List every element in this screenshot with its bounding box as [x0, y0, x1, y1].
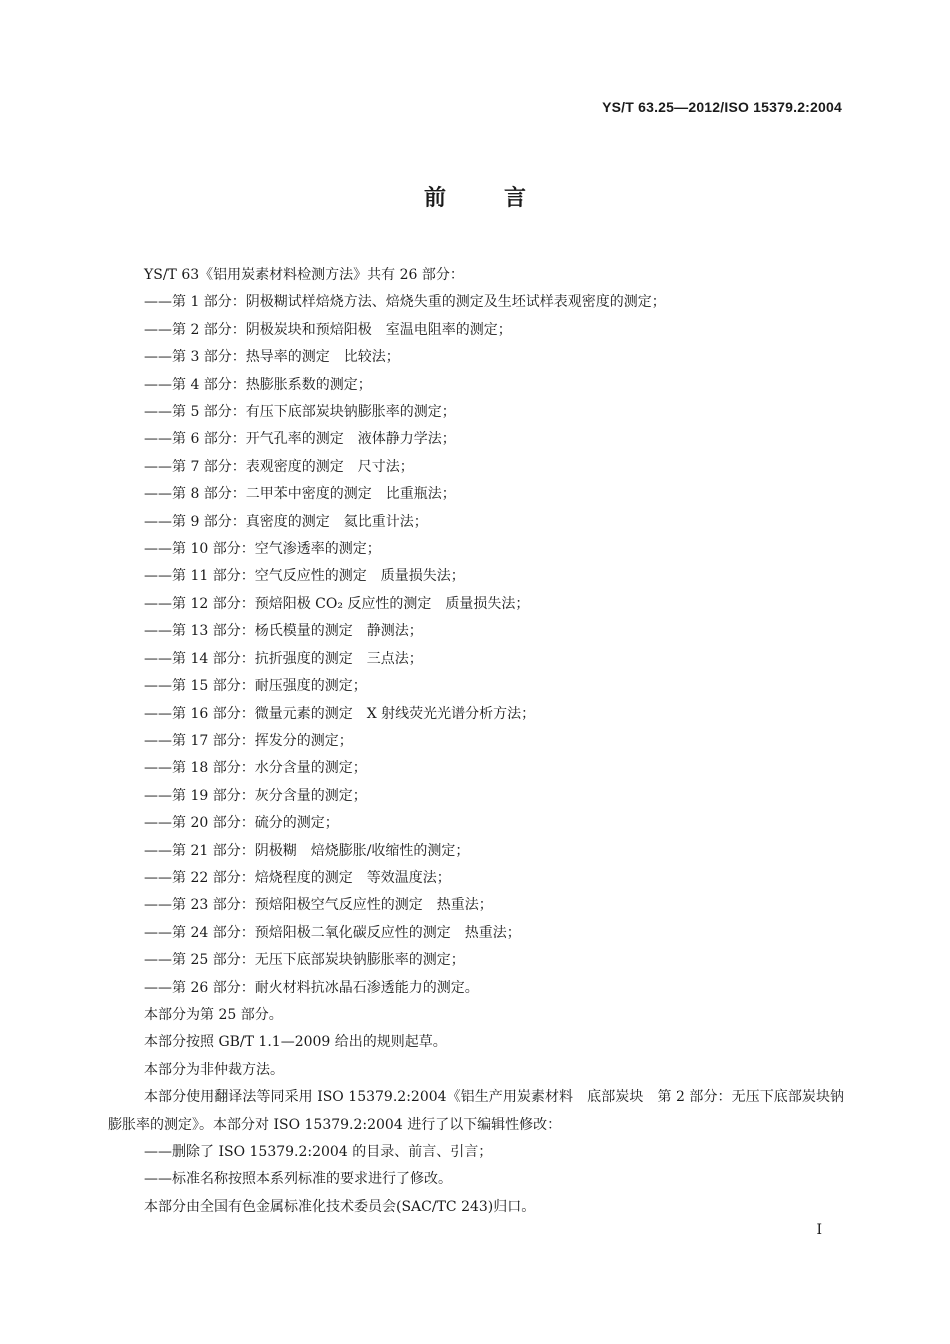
part-item: ——第 17 部分：挥发分的测定； — [144, 732, 353, 749]
part-item: ——第 2 部分：阴极炭块和预焙阳极 室温电阻率的测定； — [144, 321, 512, 338]
page-number: I — [816, 1222, 822, 1238]
part-item: ——第 22 部分：焙烧程度的测定 等效温度法； — [144, 869, 451, 886]
document-body — [108, 262, 844, 1221]
part-item: ——第 6 部分：开气孔率的测定 液体静力学法； — [144, 431, 456, 448]
part-item: ——第 26 部分：耐火材料抗冰晶石渗透能力的测定。 — [144, 979, 479, 996]
note-paragraph: 本部分为非仲裁方法。 — [144, 1061, 284, 1078]
note-paragraph: 本部分为第 25 部分。 — [144, 1006, 283, 1023]
part-item: ——第 11 部分：空气反应性的测定 质量损失法； — [144, 568, 465, 585]
part-item: ——第 25 部分：无压下底部炭块钠膨胀率的测定； — [144, 952, 465, 969]
page-title: 前言 — [423, 186, 584, 211]
part-item: ——第 15 部分：耐压强度的测定； — [144, 678, 367, 695]
part-item: ——第 18 部分：水分含量的测定； — [144, 760, 367, 777]
part-item: ——第 24 部分：预焙阳极二氧化碳反应性的测定 热重法； — [144, 924, 521, 941]
parts-list — [108, 289, 844, 1002]
note-paragraph: 本部分按照 GB/T 1.1—2009 给出的规则起草。 — [144, 1034, 447, 1051]
part-item: ——第 4 部分：热膨胀系数的测定； — [144, 376, 372, 393]
part-item: ——第 7 部分：表观密度的测定 尺寸法； — [144, 458, 414, 475]
note-paragraph: ——标准名称按照本系列标准的要求进行了修改。 — [144, 1171, 452, 1188]
intro-paragraph: YS/T 63《铝用炭素材料检测方法》共有 26 部分： — [144, 267, 464, 283]
part-item: ——第 1 部分：阴极糊试样焙烧方法、焙烧失重的测定及生坯试样表观密度的测定； — [144, 294, 666, 311]
part-item: ——第 5 部分：有压下底部炭块钠膨胀率的测定； — [144, 404, 456, 421]
note-paragraph: ——删除了 ISO 15379.2:2004 的目录、前言、引言； — [144, 1144, 493, 1160]
part-item: ——第 8 部分：二甲苯中密度的测定 比重瓶法； — [144, 486, 456, 503]
part-item: ——第 10 部分：空气渗透率的测定； — [144, 541, 381, 558]
part-item: ——第 21 部分：阴极糊 焙烧膨胀/收缩性的测定； — [144, 842, 470, 859]
part-item: ——第 3 部分：热导率的测定 比较法； — [144, 349, 400, 366]
part-item: ——第 14 部分：抗折强度的测定 三点法； — [144, 650, 423, 667]
standard-code: YS/T 63.25—2012/ISO 15379.2:2004 — [602, 99, 842, 115]
part-item: ——第 19 部分：灰分含量的测定； — [144, 787, 367, 804]
notes-list — [108, 1002, 844, 1221]
note-paragraph: 本部分由全国有色金属标准化技术委员会(SAC/TC 243)归口。 — [144, 1198, 536, 1215]
note-paragraph: 本部分使用翻译法等同采用 ISO 15379.2:2004《铝生产用炭素材料 底部炭块 第 2 部分：无压下底部炭块钠膨胀率的测定》。本部分对 ISO 15379.2:2004 进行了以下编辑性修改： — [108, 1089, 844, 1133]
part-item: ——第 13 部分：杨氏模量的测定 静测法； — [144, 623, 423, 640]
part-item: ——第 12 部分：预焙阳极 CO₂ 反应性的测定 质量损失法； — [144, 595, 530, 612]
part-item: ——第 9 部分：真密度的测定 氦比重计法； — [144, 513, 428, 530]
part-item: ——第 16 部分：微量元素的测定 X 射线荧光光谱分析方法； — [144, 705, 536, 722]
part-item: ——第 20 部分：硫分的测定； — [144, 815, 339, 832]
part-item: ——第 23 部分：预焙阳极空气反应性的测定 热重法； — [144, 897, 493, 914]
